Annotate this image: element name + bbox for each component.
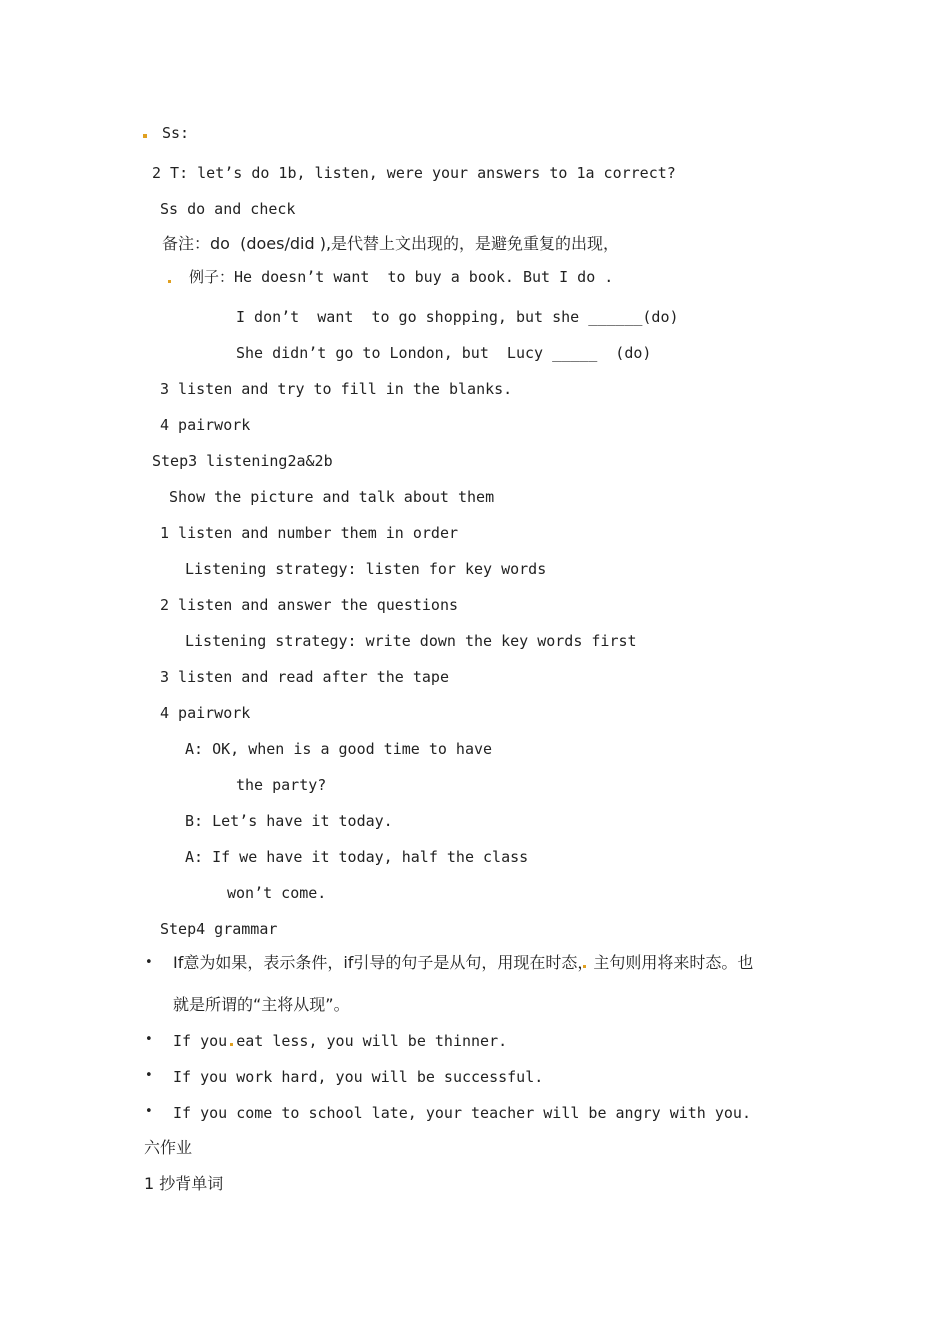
dialogue-line: won’t come. xyxy=(227,884,327,902)
text-line: Show the picture and talk about them xyxy=(169,488,495,506)
homework-item: 1 抄背单词 xyxy=(144,1174,224,1193)
text-line: 2 listen and answer the questions xyxy=(160,596,459,614)
dialogue-line: A: If we have it today, half the class xyxy=(185,848,529,866)
example-line: 例子：He doesn’t want to buy a book. But I do . xyxy=(189,268,614,286)
dialogue-line: B: Let’s have it today. xyxy=(185,812,393,830)
note-line: 备注：do (does/did ),是代替上文出现的，是避免重复的出现， xyxy=(162,234,620,253)
text-line: Ss do and check xyxy=(160,200,296,218)
margin-marker xyxy=(168,280,171,283)
text-line: 4 pairwork xyxy=(160,416,251,434)
strategy-line: Listening strategy: listen for key words xyxy=(185,560,547,578)
text-line: 2 T: let’s do 1b, listen, were your answers to 1a correct? xyxy=(152,164,676,182)
bullet-icon: • xyxy=(145,1032,153,1047)
text-line: 4 pairwork xyxy=(160,704,251,722)
example-sentence: If you work hard, you will be successful. xyxy=(173,1068,544,1086)
step-heading: Step4 grammar xyxy=(160,920,278,938)
section-heading: 六作业 xyxy=(144,1138,193,1157)
exercise-line: I don’t want to go shopping, but she ______(do) xyxy=(236,308,679,326)
text-line: 1 listen and number them in order xyxy=(160,524,459,542)
example-sentence: If you come to school late, your teacher will be angry with you. xyxy=(173,1104,751,1122)
bullet-icon: • xyxy=(145,1068,153,1083)
grammar-line: If意为如果，表示条件，if引导的句子是从句，用现在时态，主句则用将来时态。也 xyxy=(173,953,754,972)
grammar-line: 就是所谓的“主将从现”。 xyxy=(173,995,350,1014)
example-sentence: If you eat less, you will be thinner. xyxy=(173,1032,508,1050)
bullet-icon: • xyxy=(145,1104,153,1119)
dialogue-line: A: OK, when is a good time to have xyxy=(185,740,493,758)
exercise-line: She didn’t go to London, but Lucy _____ (do) xyxy=(236,344,652,362)
bullet-icon: • xyxy=(145,955,153,970)
step-heading: Step3 listening2a&2b xyxy=(152,452,333,470)
text-line: 3 listen and try to fill in the blanks. xyxy=(160,380,513,398)
margin-marker xyxy=(143,134,147,138)
strategy-line: Listening strategy: write down the key words first xyxy=(185,632,637,650)
text-line: 3 listen and read after the tape xyxy=(160,668,449,686)
dialogue-line: the party? xyxy=(236,776,327,794)
text-line: Ss: xyxy=(162,124,190,142)
